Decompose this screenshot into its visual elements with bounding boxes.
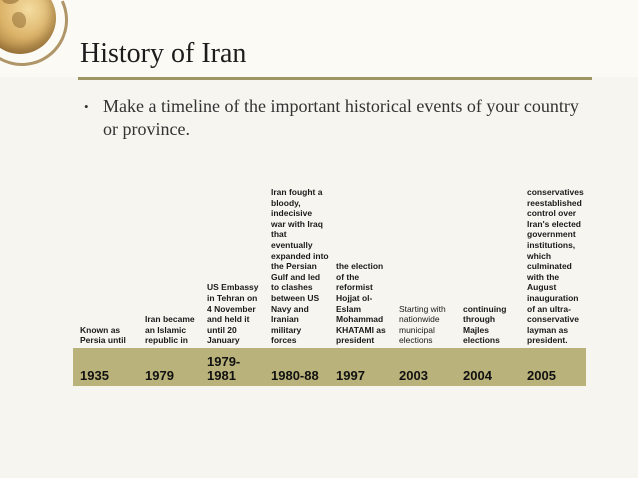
timeline-description: Known as Persia until (80, 324, 126, 346)
timeline-year: 1979-1981 (200, 348, 264, 386)
timeline-description: Iran fought a bloody, indecisive war with Iraq that eventually expanded into the Persian Gulf and led to clashes between US Navy and Iranian military forces (271, 187, 329, 346)
timeline-year: 2003 (392, 348, 456, 386)
title-underline (78, 77, 592, 80)
timeline-description: Iran became an Islamic republic in (145, 314, 195, 346)
timeline-year: 1980-88 (264, 348, 329, 386)
timeline-description: conservatives reestablished control over Iran's elected government institutions, which culminated with the August inauguration of an ultra-conservative layman as president. (527, 187, 584, 346)
globe-land (2, 0, 20, 4)
timeline-year-row (73, 348, 586, 386)
bullet-text: Make a timeline of the important historical events of your country or province. (103, 96, 579, 139)
bullet-marker: • (84, 99, 89, 114)
timeline-table (73, 148, 586, 386)
timeline-description: Starting with nationwide municipal elections (399, 303, 446, 346)
timeline-year: 2004 (456, 348, 520, 386)
timeline-year: 1979 (138, 348, 200, 386)
globe-land (12, 12, 26, 28)
slide-title: History of Iran (80, 38, 247, 69)
timeline-year: 2005 (520, 348, 586, 386)
timeline-year: 1935 (73, 348, 138, 386)
timeline-year: 1997 (329, 348, 392, 386)
timeline-description: the election of the reformist Hojjat ol-Eslam Mohammad KHATAMI as president (336, 261, 386, 346)
timeline-description: US Embassy in Tehran on 4 November and held it until 20 January (207, 282, 259, 346)
timeline-description-row (73, 148, 586, 348)
timeline-description: continuing through Majles elections (463, 303, 507, 346)
